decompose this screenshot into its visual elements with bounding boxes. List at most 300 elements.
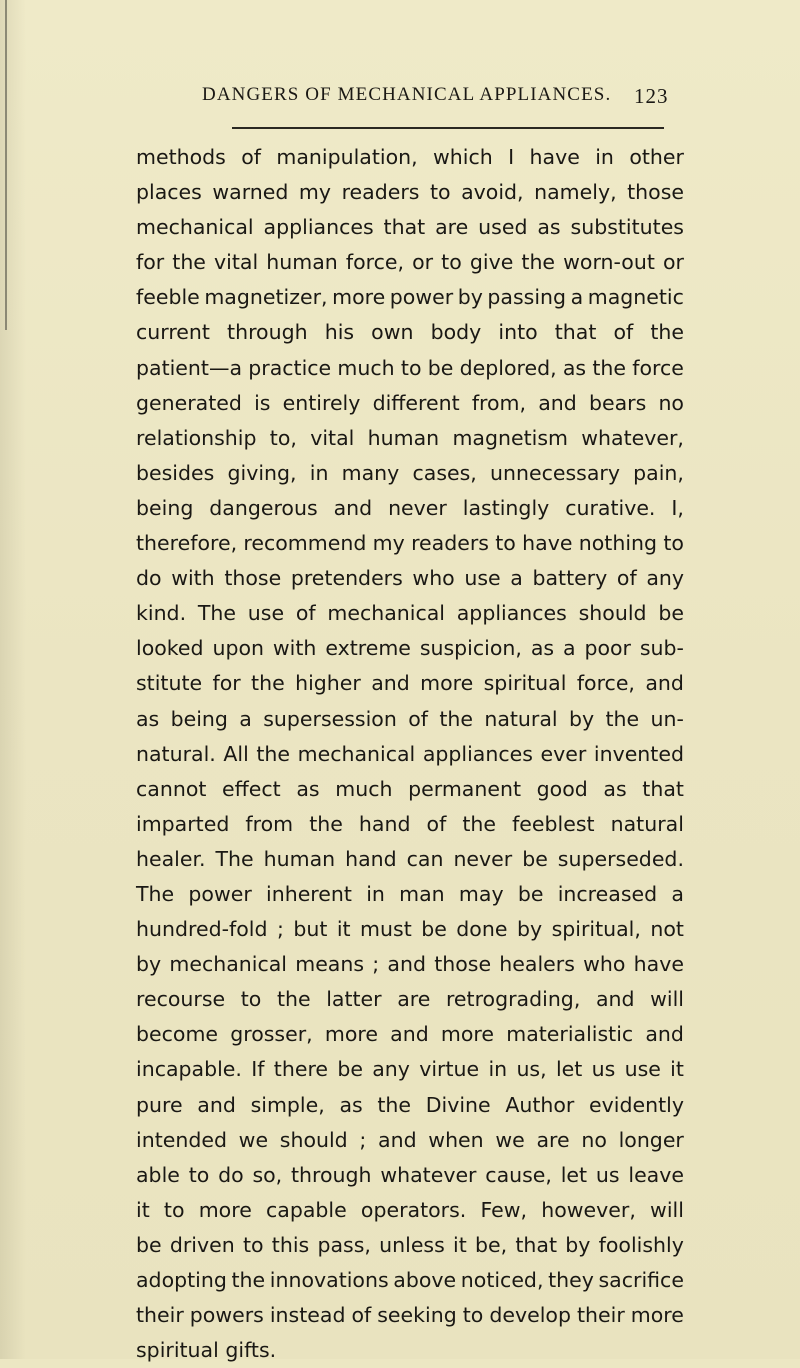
word: to, — [269, 425, 297, 450]
word: being — [136, 495, 194, 520]
word: power — [389, 285, 454, 310]
word: effect — [222, 776, 281, 801]
word: innovations — [269, 1268, 389, 1292]
word: The — [197, 601, 236, 626]
word: namely, — [534, 180, 617, 205]
word: use — [247, 601, 285, 626]
word: by — [568, 706, 595, 731]
word: man — [399, 881, 445, 906]
text-line — [136, 807, 684, 842]
word: let — [555, 1057, 583, 1082]
word: be — [522, 846, 548, 871]
word: places — [136, 180, 202, 205]
running-head — [0, 84, 800, 114]
word: practice — [248, 355, 332, 380]
word: and — [333, 495, 373, 520]
text-line — [136, 315, 684, 350]
word: grosser, — [230, 1022, 313, 1047]
word: cases, — [412, 460, 477, 485]
text-line — [136, 526, 684, 561]
word: be, — [475, 1232, 508, 1257]
word: many — [341, 460, 400, 485]
word: which — [433, 145, 493, 169]
word: bears — [588, 390, 647, 415]
word: noticed, — [460, 1268, 544, 1292]
word: by — [516, 917, 543, 942]
word: simple, — [250, 1092, 325, 1117]
text-line — [136, 1158, 684, 1193]
word: much — [335, 776, 393, 801]
text-line — [136, 245, 684, 280]
word: is — [254, 390, 271, 415]
word: vital — [214, 250, 259, 275]
word: Few, — [480, 1197, 528, 1222]
word: dangerous — [209, 495, 318, 520]
word: those — [434, 952, 492, 977]
text-line — [136, 280, 684, 315]
word: unless — [379, 1232, 445, 1257]
word: more — [332, 285, 386, 310]
word: the — [251, 671, 285, 696]
word: from, — [471, 390, 527, 415]
word: never — [388, 495, 447, 520]
word: any — [646, 566, 684, 591]
word: by — [136, 952, 162, 977]
text-line — [136, 1123, 684, 1158]
word: or — [662, 250, 684, 275]
word: upon — [212, 636, 264, 661]
word: foolishly — [598, 1232, 684, 1257]
word: human — [263, 846, 336, 871]
word: I — [508, 145, 515, 169]
word: and — [197, 1092, 236, 1117]
word: use — [464, 566, 501, 591]
word: stitute — [136, 671, 203, 696]
word: as — [530, 636, 555, 661]
word: as — [296, 776, 320, 801]
word: will — [650, 987, 684, 1012]
word: that — [383, 215, 426, 240]
word: are — [435, 215, 469, 240]
word: passing — [487, 285, 567, 310]
word: pain, — [633, 460, 684, 485]
word: different — [372, 390, 460, 415]
word: my — [372, 531, 405, 556]
word: no — [658, 390, 684, 415]
word: so, — [252, 1162, 283, 1187]
word: to — [400, 355, 422, 380]
text-line — [136, 1017, 684, 1052]
word: unnecessary — [490, 460, 620, 485]
text-line — [136, 1228, 684, 1263]
word: capable — [266, 1197, 347, 1222]
text-line — [136, 1088, 684, 1123]
text-line — [136, 1193, 684, 1228]
word: more — [420, 671, 474, 696]
text-line — [136, 491, 684, 526]
word: should — [279, 1127, 348, 1152]
word: do — [218, 1162, 244, 1187]
word: a — [239, 706, 252, 731]
word: my — [298, 180, 332, 205]
word: of — [616, 566, 637, 591]
word: their — [136, 1303, 184, 1328]
word: mechanical — [297, 741, 416, 766]
word: hundred-fold — [136, 917, 268, 942]
word: must — [360, 917, 412, 942]
word: I, — [671, 495, 684, 520]
word: the — [592, 355, 627, 380]
word: suspicion, — [419, 636, 522, 661]
word: human — [266, 250, 338, 275]
word: any — [372, 1057, 410, 1082]
text-line — [136, 175, 684, 210]
word: magnetizer, — [204, 285, 328, 310]
word: longer — [618, 1127, 684, 1152]
word: to — [242, 1232, 264, 1257]
word: kind. — [136, 601, 187, 626]
word: ; — [372, 952, 380, 977]
word: and — [378, 1127, 417, 1152]
word: appliances — [422, 741, 533, 766]
word: whatever, — [581, 425, 684, 450]
word: do — [136, 566, 162, 591]
word: the — [650, 320, 684, 345]
word: it — [453, 1232, 467, 1257]
word: operators. — [360, 1197, 467, 1222]
text-line — [136, 1263, 684, 1298]
word: his — [324, 320, 355, 345]
word: nothing — [578, 531, 658, 556]
word: the — [521, 250, 556, 275]
text-line — [136, 1298, 684, 1333]
word: deplored, — [459, 355, 557, 380]
word: to — [188, 1162, 210, 1187]
word: of — [613, 320, 634, 345]
word: invented — [593, 741, 684, 766]
word: besides — [136, 460, 215, 485]
text-line — [136, 351, 684, 386]
word: curative. — [565, 495, 656, 520]
word: Divine — [425, 1092, 491, 1117]
word: mechanical — [136, 215, 254, 240]
word: Author — [505, 1092, 575, 1117]
text-line — [136, 140, 684, 175]
word: lastingly — [462, 495, 550, 520]
word: will — [650, 1197, 684, 1222]
word: we — [238, 1127, 269, 1152]
word: patient—a — [136, 355, 243, 380]
word: that — [515, 1232, 558, 1257]
word: recourse — [136, 987, 226, 1012]
word: of — [241, 145, 261, 169]
word: un- — [650, 706, 684, 731]
running-title: DANGERS OF MECHANICAL APPLIANCES. — [202, 84, 612, 105]
word: and — [645, 1022, 684, 1047]
word: readers — [411, 531, 489, 556]
word: battery — [532, 566, 608, 591]
word: a — [510, 566, 523, 591]
word: the — [276, 987, 311, 1012]
word: of — [295, 601, 316, 626]
word: more — [198, 1197, 252, 1222]
word: manipulation, — [276, 145, 418, 169]
word: through — [290, 1162, 372, 1187]
word: and — [538, 390, 577, 415]
word: power — [188, 881, 252, 906]
word: however, — [541, 1197, 636, 1222]
word: retrograding, — [445, 987, 581, 1012]
text-line — [136, 877, 684, 912]
word: inherent — [266, 881, 352, 906]
word: in — [366, 881, 385, 906]
text-line — [136, 947, 684, 982]
word: pass, — [317, 1232, 371, 1257]
word: through — [227, 320, 308, 345]
word: that — [642, 776, 684, 801]
word: seeking — [377, 1303, 457, 1328]
binding-edge — [5, 0, 7, 330]
word: spiritual — [483, 671, 567, 696]
word: are — [536, 1127, 570, 1152]
word: it — [136, 1197, 150, 1222]
word: permanent — [408, 776, 521, 801]
word: their — [577, 1303, 625, 1328]
word: as — [537, 215, 561, 240]
word: looked — [136, 636, 204, 661]
word: it — [670, 1057, 684, 1082]
text-line — [136, 702, 684, 737]
word: extreme — [325, 636, 411, 661]
text-line — [136, 1052, 684, 1087]
word: hand — [345, 846, 397, 871]
word: in — [309, 460, 329, 485]
word: use — [624, 1057, 661, 1082]
word: and — [645, 671, 684, 696]
word: into — [498, 320, 538, 345]
word: latter — [326, 987, 382, 1012]
word: for — [136, 250, 165, 275]
word: current — [136, 320, 210, 345]
word: as — [603, 776, 627, 801]
word: feeblest — [512, 811, 595, 836]
word: be — [136, 1232, 162, 1257]
word: sacrifice — [598, 1268, 684, 1292]
word: own — [371, 320, 414, 345]
word: means — [295, 952, 365, 977]
word: force, — [345, 250, 404, 275]
word: in — [488, 1057, 508, 1082]
word: more — [440, 1022, 495, 1047]
word: instead — [269, 1303, 346, 1328]
word: of — [426, 811, 447, 836]
word: let — [560, 1162, 588, 1187]
word: be — [337, 1057, 363, 1082]
word: become — [136, 1022, 219, 1047]
word: powers — [189, 1303, 264, 1328]
word: from — [245, 811, 294, 836]
word: a — [671, 881, 684, 906]
word: intended — [136, 1127, 227, 1152]
word: spiritual, — [551, 917, 641, 942]
word: with — [272, 636, 317, 661]
word: the — [309, 811, 343, 836]
word: this — [271, 1232, 310, 1257]
word: relationship — [136, 425, 257, 450]
word: have — [529, 145, 580, 169]
word: higher — [295, 671, 361, 696]
word: as — [339, 1092, 363, 1117]
text-line — [136, 210, 684, 245]
word: that — [554, 320, 597, 345]
word: much — [337, 355, 395, 380]
word: us — [595, 1162, 620, 1187]
word: pretenders — [290, 566, 403, 591]
word: of — [408, 706, 428, 731]
word: when — [428, 1127, 484, 1152]
word: feeble — [136, 285, 200, 310]
word: they — [548, 1268, 594, 1292]
word: be — [421, 917, 447, 942]
word: superseded. — [557, 846, 684, 871]
word: we — [495, 1127, 525, 1152]
word: the — [439, 706, 473, 731]
word: the — [256, 741, 291, 766]
word: good — [536, 776, 588, 801]
word: who — [583, 952, 626, 977]
word: but — [293, 917, 328, 942]
word: appliances — [456, 601, 567, 626]
word: the — [605, 706, 640, 731]
word: human — [367, 425, 440, 450]
word: by — [457, 285, 483, 310]
word: leave — [628, 1162, 684, 1187]
word: All — [223, 741, 249, 766]
word: healers — [499, 952, 575, 977]
word: give — [469, 250, 514, 275]
word: and — [595, 987, 635, 1012]
word: can — [406, 846, 444, 871]
word: a — [562, 636, 576, 661]
word: the — [231, 1268, 266, 1292]
word: cause, — [485, 1162, 552, 1187]
word: for — [212, 671, 241, 696]
header-rule — [232, 127, 664, 129]
word: cannot — [136, 776, 207, 801]
text-line — [136, 386, 684, 421]
word: spiritual — [136, 1338, 219, 1363]
word: in — [595, 145, 614, 169]
text-line — [136, 421, 684, 456]
word: us, — [516, 1057, 547, 1082]
word: natural. — [136, 741, 216, 766]
word: If — [251, 1057, 265, 1082]
word: magnetic — [587, 285, 684, 310]
word: no — [581, 1127, 607, 1152]
word: generated — [136, 390, 242, 415]
word: used — [478, 215, 528, 240]
word: incapable. — [136, 1057, 242, 1082]
word: done — [456, 917, 508, 942]
word: increased — [557, 881, 658, 906]
word: to — [429, 180, 451, 205]
word: of — [351, 1303, 372, 1328]
word: appliances — [263, 215, 374, 240]
text-line — [136, 912, 684, 947]
word: healer. — [136, 846, 206, 871]
text-line — [136, 596, 684, 631]
text-line — [136, 772, 684, 807]
word: avoid, — [461, 180, 524, 205]
word: supersession — [263, 706, 397, 731]
word: mechanical — [169, 952, 287, 977]
word: The — [215, 846, 254, 871]
word: warned — [212, 180, 289, 205]
text-line — [136, 1333, 684, 1368]
word: being — [170, 706, 228, 731]
word: natural — [484, 706, 558, 731]
word: to — [495, 531, 516, 556]
word: be — [517, 881, 544, 906]
word: as — [136, 706, 160, 731]
word: able — [136, 1162, 180, 1187]
text-line — [136, 982, 684, 1017]
word: be — [658, 601, 684, 626]
word: natural — [610, 811, 684, 836]
word: ; — [276, 917, 284, 942]
word: materialistic — [506, 1022, 634, 1047]
word: giving, — [227, 460, 297, 485]
word: and — [390, 1022, 429, 1047]
word: magnetism — [452, 425, 568, 450]
word: or — [412, 250, 434, 275]
word: therefore, — [136, 531, 238, 556]
word: other — [629, 145, 684, 169]
word: develop — [489, 1303, 571, 1328]
word: adopting — [136, 1268, 227, 1292]
word: methods — [136, 145, 226, 169]
text-line — [136, 561, 684, 596]
word: there — [273, 1057, 329, 1082]
word: entirely — [282, 390, 361, 415]
word: vital — [310, 425, 355, 450]
word: the — [462, 811, 497, 836]
word: sub- — [639, 636, 684, 661]
word: have — [522, 531, 573, 556]
word: ever — [540, 741, 587, 766]
word: The — [136, 881, 175, 906]
word: mechanical — [327, 601, 445, 626]
word: body — [430, 320, 482, 345]
word: have — [633, 952, 684, 977]
text-line — [136, 456, 684, 491]
word: not — [650, 917, 684, 942]
word: never — [453, 846, 513, 871]
word: recommend — [243, 531, 367, 556]
word: those — [627, 180, 684, 205]
word: above — [393, 1268, 457, 1292]
word: the — [172, 250, 206, 275]
word: to — [663, 531, 684, 556]
word: imparted — [136, 811, 230, 836]
text-line — [136, 737, 684, 772]
word: a — [570, 285, 584, 310]
word: to — [163, 1197, 185, 1222]
word: gifts. — [225, 1338, 277, 1363]
word: evidently — [589, 1092, 684, 1117]
page-number: 123 — [634, 84, 669, 108]
text-line — [136, 631, 684, 666]
